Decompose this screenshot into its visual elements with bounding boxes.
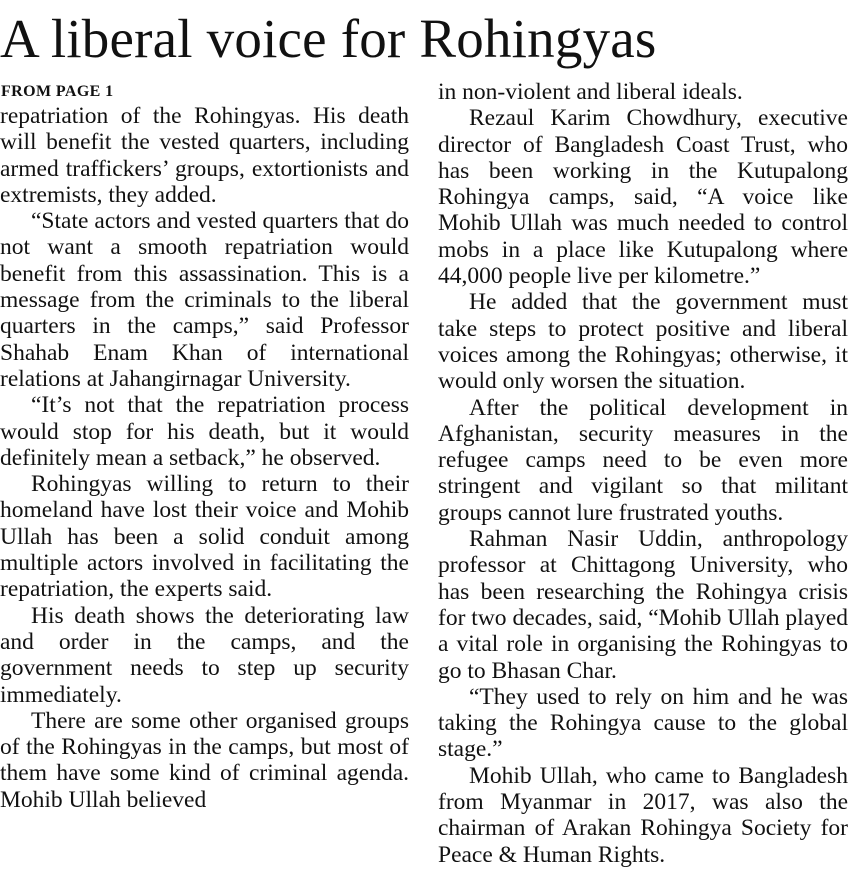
paragraph: “They used to rely on him and he was taking the Rohingya cause to the global stage.” [438,683,848,763]
paragraph: “State actors and vested quarters that do not want a smooth repatriation would benefit from this assassination. This is a message from the criminals to the liberal quarters in the camps,” said Professor Shahab Enam Khan of international relations at Jahangirnagar University. [0,208,409,392]
paragraph: Mohib Ullah, who came to Bangladesh from Myanmar in 2017, was also the chairman of Arakan Rohingya Society for Peace & Human Rights. [438,762,848,868]
paragraph: There are some other organised groups of the Rohingyas in the camps, but most of them have some kind of criminal agenda. Mohib Ullah believed [0,707,409,813]
right-column [438,79,848,868]
paragraph: After the political development in Afghanistan, security measures in the refugee camps need to be even more stringent and vigilant so that militant groups cannot lure frustrated youths. [438,394,848,526]
left-column [0,103,409,813]
paragraph: in non-violent and liberal ideals. [438,79,743,105]
paragraph: His death shows the deteriorating law and order in the camps, and the government needs to step up security immediately. [0,602,409,708]
paragraph: He added that the government must take steps to protect positive and liberal voices among the Rohingyas; otherwise, it would only worsen the situation. [438,289,848,395]
headline: A liberal voice for Rohingyas [0,8,657,69]
paragraph: Rezaul Karim Chowdhury, executive director of Bangladesh Coast Trust, who has been working in the Kutupalong Rohingya camps, said, “A voice like Mohib Ullah was much needed to control mobs in a place like Kutupalong where 44,000 people live per kilometre.” [438,105,848,290]
paragraph: “It’s not that the repatriation process would stop for his death, but it would definitely mean a setback,” he observed. [0,392,409,471]
paragraph: repatriation of the Rohingyas. His death will benefit the vested quarters, including armed traffickers’ groups, extortionists and extremists, they added. [0,103,409,208]
paragraph: Rahman Nasir Uddin, anthropology professor at Chittagong University, who has been researching the Rohingya crisis for two decades, said, “Mohib Ullah played a vital role in organising the Rohingyas to go to Bhasan Char. [438,526,848,684]
continued-from-label: FROM PAGE 1 [1,83,114,100]
paragraph: Rohingyas willing to return to their homeland have lost their voice and Mohib Ullah has been a solid conduit among multiple actors involved in facilitating the repatriation, the experts said. [0,471,409,603]
